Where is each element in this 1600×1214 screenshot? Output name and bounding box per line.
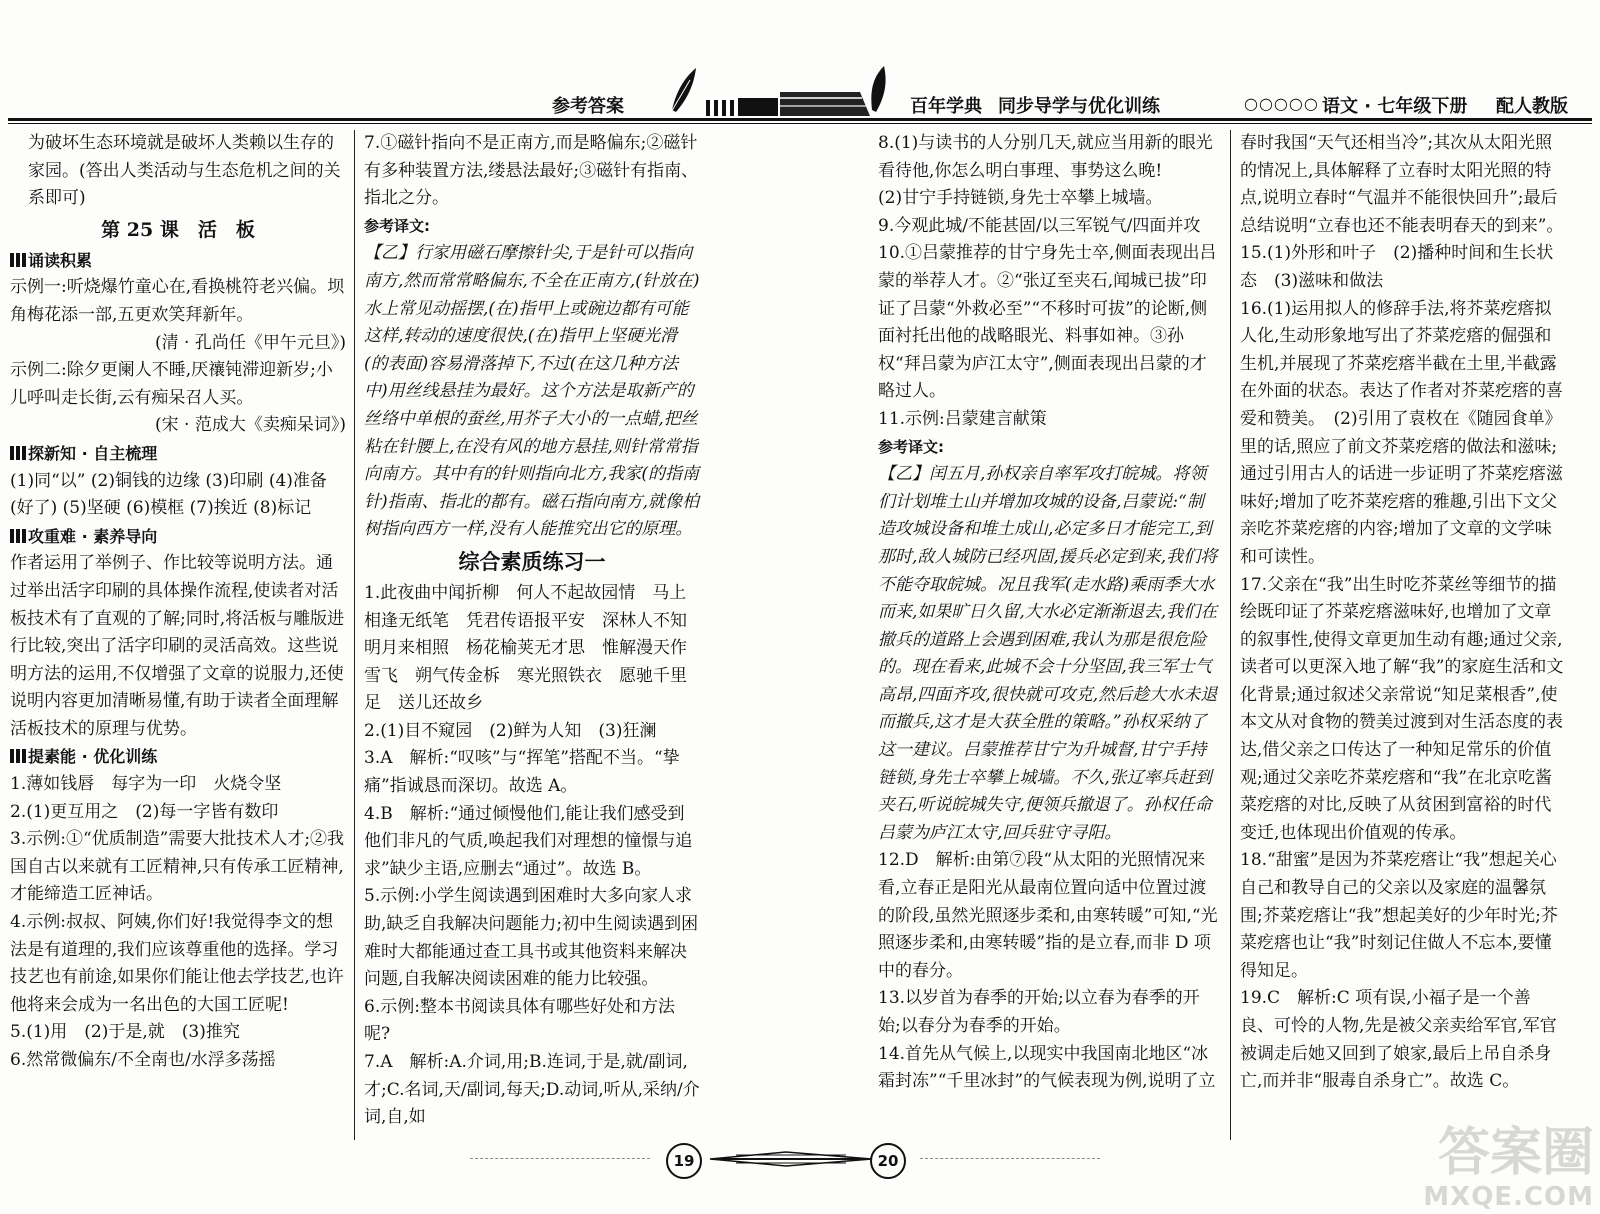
answer-item: 13.以岁首为春季的开始;以立春为春季的开始;以春分为春季的开始。 bbox=[878, 988, 1200, 1036]
answer-item: 3.示例:①“优质制造”需要大批技术人才;②我国自古以来就有工匠精神,只有传承工匠精神,才能缔造工匠神话。 bbox=[10, 829, 345, 905]
section-heading bbox=[10, 743, 346, 771]
column-1 bbox=[10, 130, 346, 1140]
answer-item: 作者运用了举例子、作比较等说明方法。通过举出活字印刷的具体操作流程,使读者对活板技术有了直观的了解;同时,将活板与雕版进行比较,突出了活字印刷的灵活高效。这些说明方法的运用,不仅增强了文章的说服力,还使说明内容更加清晰易懂,有助于读者全面理解活板技术的原理与优势。 bbox=[10, 553, 345, 739]
answer-item: 6.示例:整本书阅读具体有哪些好处和方法呢? bbox=[364, 996, 675, 1045]
section-marker-icon bbox=[16, 446, 20, 460]
section-heading bbox=[10, 523, 346, 551]
citation: (清 · 孔尚任《甲午元旦》) bbox=[155, 332, 346, 353]
answer-item: 16.(1)运用拟人的修辞手法,将芥菜疙瘩拟人化,生动形象地写出了芥菜疙瘩的倔强和生机,并展现了芥菜疙瘩半截在土里,半截露在外面的状态。表达了作者对芥菜疙瘩的喜爱和赞美。 (2)引用了袁枚在《随园食单》里的话,照应了前文芥菜疙瘩的做法和滋味;通过引用古人的话进一步证明了芥菜疙瘩滋味好;增加了吃芥菜疙瘩的雅趣,引出下文父亲吃芥菜疙瘩的内容;增加了文章的文学味和可读性。 bbox=[1240, 298, 1563, 567]
answer-item: 8.(1)与读书的人分别几天,就应当用新的眼光看待他,你怎么明白事理、事势这么晚! bbox=[878, 133, 1213, 181]
answer-item: 4.示例:叔叔、阿姨,你们好!我觉得李文的想法是有道理的,我们应该尊重他的选择。学习技艺也有前途,如果你们能让他去学技艺,也许他将来会成为一名出色的大国工匠呢! bbox=[10, 912, 344, 1015]
answer-item: 10.①吕蒙推荐的甘宁身先士卒,侧面表现出吕蒙的举荐人才。②“张辽至夹石,闻城已拔”印证了吕蒙“外救必至”“不移时可拔”的论断,侧面衬托出他的战略眼光、料事如神。③孙权“拜吕蒙为庐江太守”,侧面表现出吕蒙的才略过人。 bbox=[878, 243, 1217, 402]
translation-text: 【乙】行家用磁石摩擦针尖,于是针可以指向南方,然而常常略偏东,不全在正南方,(针放在)水上常见动摇摆,(在)指甲上或碗边都有可能这样,转动的速度很快,(在)指甲上坚硬光滑(的表面)容易滑落掉下,不过(在这几种方法中)用丝线悬挂为最好。这个方法是取新产的丝络中单根的蚕丝,用芥子大小的一点蜡,把丝粘在针腰上,在没有风的地方悬挂,则针常常指向南方。其中有的针则指向北方,我家(的指南针)指南、指北的都有。磁石指向南方,就像柏树指向西方一样,没有人能推究出它的原理。 bbox=[364, 243, 700, 540]
watermark-url: MXQE.COM bbox=[1423, 1182, 1594, 1212]
feather-pen-icon bbox=[871, 66, 885, 112]
answer-item: 3.A 解析:“叹咳”与“挥笔”搭配不当。“挚痛”指诚恳而深切。故选 A。 bbox=[364, 748, 680, 797]
answers-title: 参考答案 bbox=[552, 96, 624, 117]
answer-item: 1.此夜曲中闻折柳 何人不起故园情 马上相逢无纸笔 凭君传语报平安 深林人不知 明月来相照 杨花榆荚无才思 惟解漫天作雪飞 朔气传金柝 寒光照铁衣 愿驰千里足 送儿还故乡 bbox=[364, 582, 704, 714]
answer-item: 15.(1)外形和叶子 (2)播种时间和生长状态 (3)滋味和做法 bbox=[1240, 243, 1554, 291]
answer-item: 7.A 解析:A.介词,用;B.连词,于是,就/副词,才;C.名词,天/副词,每天;D.动词,听从,采纳/介词,自,如 bbox=[364, 1052, 700, 1128]
section-marker-icon bbox=[10, 529, 14, 543]
page-number-left: 19 bbox=[666, 1143, 702, 1179]
edition-label: 配人教版 bbox=[1496, 96, 1568, 117]
answer-item: 18.“甜蜜”是因为芥菜疙瘩让“我”想起关心自己和教导自己的父亲以及家庭的温馨氛围;芥菜疙瘩让“我”想起美好的少年时光;芥菜疙瘩也让“我”时刻记住做人不忘本,要懂得知足。 bbox=[1240, 850, 1558, 981]
watermark-text: 答案圈 bbox=[1437, 1123, 1594, 1183]
brand-name: 百年学典 bbox=[910, 96, 982, 117]
answer-item: 17.父亲在“我”出生时吃芥菜丝等细节的描绘既印证了芥菜疙瘩滋味好,也增加了文章的叙事性,使得文章更加生动有趣;通过父亲,读者可以更深入地了解“我”的家庭生活和文化背景;通过叙述父亲常说“知足菜根香”,使本文从对食物的赞美过渡到对生活态度的表达,借父亲之口传达了一种知足常乐的价值观;通过父亲吃芥菜疙瘩和“我”在北京吃酱菜疙瘩的对比,反映了从贫困到富裕的时代变迁,也体现出价值观的传承。 bbox=[1240, 574, 1564, 843]
answer-item: 7.①磁针指向不是正南方,而是略偏东;②磁针有多种装置方法,缕悬法最好;③磁针有指南、指北之分。 bbox=[364, 133, 699, 209]
section-marker-icon bbox=[16, 749, 20, 763]
citation: (宋 · 范成大《卖痴呆词》) bbox=[155, 415, 346, 436]
section-heading bbox=[10, 440, 346, 468]
answer-item: (2)甘宁手持链锁,身先士卒攀上城墙。 bbox=[878, 188, 1163, 209]
section-marker-icon bbox=[22, 749, 26, 763]
subject-label: 语文 · 七年级下册 bbox=[1322, 96, 1468, 117]
section-heading-label: 探新知 · 自主梳理 bbox=[28, 443, 158, 463]
answer-item: 4.B 解析:“通过倾慢他们,能让我们感受到他们非凡的气质,唤起我们对理想的憧憬与追求”缺少主语,应删去“通过”。故选 B。 bbox=[364, 803, 693, 879]
footer-ornament bbox=[706, 1144, 876, 1174]
section-marker-icon bbox=[22, 446, 26, 460]
lesson-title: 第 25 课 活 板 bbox=[101, 218, 255, 241]
section-marker-icon bbox=[16, 253, 20, 267]
column-divider bbox=[1230, 130, 1231, 1140]
feather-pen-icon bbox=[670, 68, 696, 114]
answer-item: 示例二:除夕更阑人不睡,厌禳钝滞迎新岁;小儿呼叫走长街,云有痴呆召人买。 bbox=[10, 360, 333, 408]
watermark-logo bbox=[1404, 1124, 1594, 1210]
exercise-title: 综合素质练习一 bbox=[458, 549, 606, 574]
section-heading-label: 攻重难 · 素养导向 bbox=[28, 526, 158, 546]
translation-text: 【乙】闰五月,孙权亲自率军攻打皖城。将领们计划堆土山并增加攻城的设备,吕蒙说:“制造攻城设备和堆土成山,必定多日才能完工,到那时,敌人城防已经巩固,援兵必定到来,我们将不能夺取皖城。况且我军(走水路)乘雨季大水而来,如果旷日久留,大水必定渐渐退去,我们在撤兵的道路上会遇到困难,我认为那是很危险的。现在看来,此城不会十分坚固,我三军士气高昂,四面齐攻,很快就可攻克,然后趁大水未退而撤兵,这才是大获全胜的策略。”孙权采纳了这一建议。吕蒙推荐甘宁为升城督,甘宁手持链锁,身先士卒攀上城墙。不久,张辽率兵赶到夹石,听说皖城失守,便领兵撤退了。孙权任命吕蒙为庐江太守,回兵驻守寻阳。 bbox=[878, 464, 1218, 843]
column-divider bbox=[354, 130, 355, 1140]
column-4 bbox=[1240, 130, 1564, 1140]
answer-item: 9.今观此城/不能甚固/以三军锐气/四面并攻 bbox=[878, 215, 1201, 236]
answer-item: 1.薄如钱唇 每字为一印 火烧令坚 bbox=[10, 774, 282, 795]
header-rule bbox=[8, 118, 1592, 124]
translation-label: 参考译文: bbox=[364, 216, 430, 235]
answer-item: 示例一:听烧爆竹童心在,看换桃符老兴偏。坝角梅花添一部,五更欢笑拜新年。 bbox=[10, 277, 345, 325]
answer-item: 19.C 解析:C 项有误,小福子是一个善良、可怜的人物,先是被父亲卖给军官,军官被调走后她又回到了娘家,最后上吊自杀身亡,而并非“服毒自杀身亡”。故选 C。 bbox=[1240, 988, 1557, 1092]
footer-dash-right bbox=[920, 1158, 1100, 1159]
header-dots: ○○○○○ bbox=[1244, 94, 1319, 113]
footer-dash-left bbox=[470, 1158, 650, 1159]
answer-item: 春时我国“天气还相当冷”;其次从太阳光照的情况上,具体解释了立春时太阳光照的特点,说明立春时“气温并不能很快回升”;最后总结说明“立春也还不能表明春天的到来”。 bbox=[1240, 133, 1564, 236]
page-header bbox=[0, 0, 1600, 128]
answer-item: 为破坏生态环境就是破坏人类赖以生存的家园。(答出人类活动与生态危机之间的关系即可) bbox=[28, 133, 341, 209]
translation-label: 参考译文: bbox=[878, 437, 944, 456]
section-heading-label: 诵读积累 bbox=[28, 250, 93, 270]
answer-item: 6.然常微偏东/不全南也/水浮多荡摇 bbox=[10, 1050, 276, 1070]
answer-item: 11.示例:吕蒙建言献策 bbox=[878, 408, 1047, 429]
section-heading-label: 提素能 · 优化训练 bbox=[28, 747, 158, 767]
answer-item: 5.(1)用 (2)于是,就 (3)推究 bbox=[10, 1022, 240, 1043]
answer-item: 2.(1)更互用之 (2)每一字皆有数印 bbox=[10, 801, 279, 822]
answer-item: 14.首先从气候上,以现实中我国南北地区“冰霜封冻”“千里冰封”的气候表现为例,说明了立 bbox=[878, 1043, 1216, 1092]
section-marker-icon bbox=[16, 529, 20, 543]
section-marker-icon bbox=[10, 446, 14, 460]
section-marker-icon bbox=[22, 529, 26, 543]
answer-item: (1)同“以” (2)铜钱的边缘 (3)印刷 (4)准备(好了) (5)坚硬 (6)模框 (7)挨近 (8)标记 bbox=[10, 470, 327, 519]
page-number-right: 20 bbox=[870, 1143, 906, 1179]
answer-item: 5.示例:小学生阅读遇到困难时大多向家人求助,缺乏自我解决问题能力;初中生阅读遇到困难时大都能通过查工具书或其他资料来解决问题,自我解决阅读困难的能力比较强。 bbox=[364, 886, 699, 990]
column-3 bbox=[878, 130, 1218, 1140]
answer-item: 12.D 解析:由第⑦段“从太阳的光照情况来看,立春正是阳光从最南位置向适中位置过渡的阶段,虽然光照逐步柔和,由寒转暖”可知,“光照逐步柔和,由寒转暖”指的是立春,而非 D 项中的春分。 bbox=[878, 850, 1218, 981]
answer-item: 2.(1)目不窥园 (2)鲜为人知 (3)狂澜 bbox=[364, 720, 657, 741]
decorative-bars-icon bbox=[706, 92, 870, 116]
section-heading bbox=[10, 247, 346, 275]
section-marker-icon bbox=[22, 253, 26, 267]
section-marker-icon bbox=[10, 253, 14, 267]
column-2 bbox=[364, 130, 704, 1140]
section-marker-icon bbox=[10, 749, 14, 763]
series-name: 同步导学与优化训练 bbox=[998, 96, 1160, 117]
